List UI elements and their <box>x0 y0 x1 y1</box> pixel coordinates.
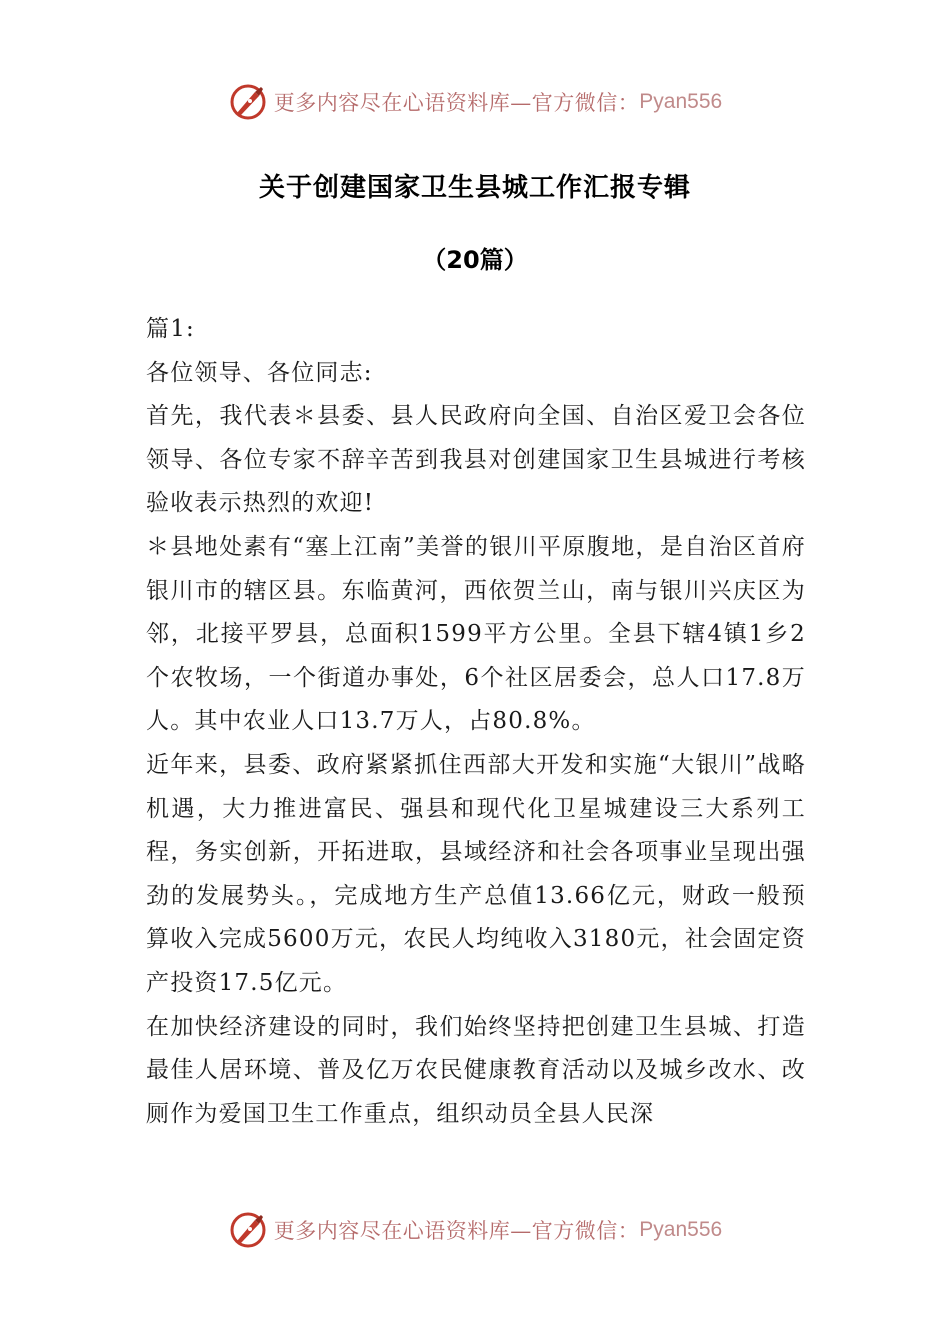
wechat-handle: Pyan556 <box>639 1218 723 1241</box>
document-body <box>146 308 806 1136</box>
paragraph-county-overview: ＊县地处素有“塞上江南”美誉的银川平原腹地，是自治区首府银川市的辖区县。东临黄河，西依贺兰山，南与银川兴庆区为邻，北接平罗县，总面积1599平方公里。全县下辖4镇1乡2个农牧场，一个街道办事处，6个社区居委会，总人口17.8万人。其中农业人口13.7万人，占80.8%。 <box>146 533 806 735</box>
paragraph-heading: 篇1: <box>146 316 195 342</box>
paragraph-welcome: 首先，我代表＊县委、县人民政府向全国、自治区爱卫会各位领导、各位专家不辞辛苦到我县对创建国家卫生县城进行考核验收表示热烈的欢迎! <box>146 403 806 517</box>
paragraph-development: 近年来，县委、政府紧紧抓住西部大开发和实施“大银川”战略机遇，大力推进富民、强县和现代化卫星城建设三大系列工程，务实创新，开拓进取，县域经济和社会各项事业呈现出强劲的发展势头。，完成地方生产总值13.66亿元，财政一般预算收入完成5600万元，农民人均纯收入3180元，社会固定资产投资17.5亿元。 <box>146 751 806 996</box>
header-banner <box>0 80 950 124</box>
banner-text: 更多内容尽在心语资料库—官方微信： <box>273 1219 640 1243</box>
document-title: 关于创建国家卫生县城工作汇报专辑 <box>258 173 691 203</box>
wechat-handle: Pyan556 <box>639 90 723 113</box>
banner-text: 更多内容尽在心语资料库—官方微信： <box>273 91 640 115</box>
paragraph-salutation: 各位领导、各位同志: <box>146 359 373 386</box>
pen-nib-circle-logo-icon <box>228 1210 268 1250</box>
document-subtitle: （20篇） <box>422 246 528 274</box>
footer-banner <box>0 1208 950 1252</box>
pen-nib-circle-logo-icon <box>228 82 268 122</box>
paragraph-sanitation: 在加快经济建设的同时，我们始终坚持把创建卫生县城、打造最佳人居环境、普及亿万农民健康教育活动以及城乡改水、改厕作为爱国卫生工作重点，组织动员全县人民深 <box>146 1013 806 1127</box>
